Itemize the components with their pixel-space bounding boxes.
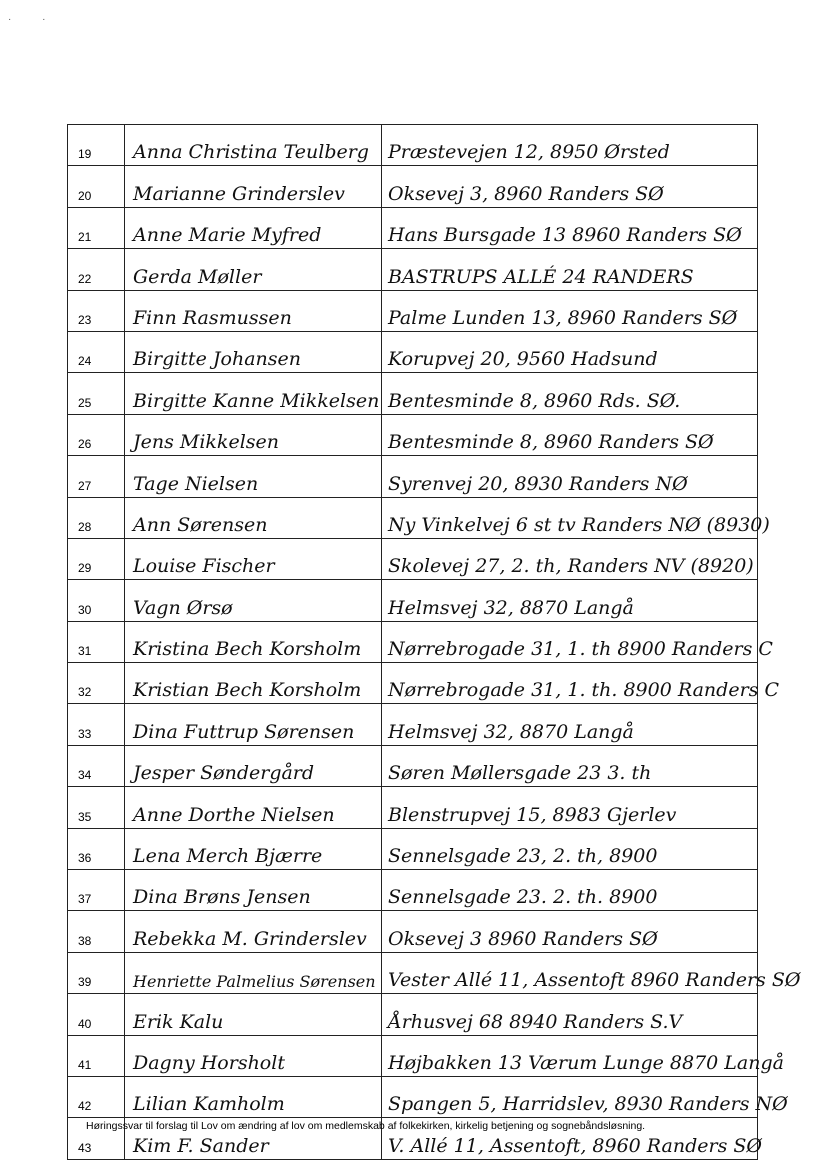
handwritten-address: Helmsvej 32, 8870 Langå	[388, 720, 634, 743]
row-number: 43	[68, 1118, 125, 1159]
table-row	[68, 745, 758, 786]
signature-address-cell	[382, 911, 758, 952]
handwritten-name: Kim F. Sander	[133, 1134, 269, 1157]
signature-name-cell	[125, 373, 382, 414]
scan-marks: · ·	[8, 14, 60, 25]
row-number: 23	[68, 290, 125, 331]
handwritten-name: Kristina Bech Korsholm	[133, 638, 362, 661]
signature-name-cell	[125, 207, 382, 248]
handwritten-name: Birgitte Johansen	[133, 348, 302, 371]
table-row	[68, 456, 758, 497]
row-number: 22	[68, 249, 125, 290]
row-number: 20	[68, 166, 125, 207]
page-footer: Høringssvar til forslag til Lov om ændring af lov om medlemskab af folkekirken, kirkelig betjening og sognebåndsløsning.	[86, 1120, 646, 1132]
handwritten-name: Tage Nielsen	[133, 472, 259, 495]
signature-address-cell	[382, 704, 758, 745]
handwritten-address: Sennelsgade 23. 2. th. 8900	[388, 886, 658, 909]
signature-name-cell	[125, 828, 382, 869]
handwritten-name: Dagny Horsholt	[133, 1051, 285, 1074]
signature-address-cell	[382, 538, 758, 579]
table-row	[68, 538, 758, 579]
signature-name-cell	[125, 870, 382, 911]
table-row	[68, 290, 758, 331]
handwritten-name: Jesper Søndergård	[133, 762, 315, 785]
row-number: 41	[68, 1035, 125, 1076]
signature-address-cell	[382, 125, 758, 166]
row-number: 36	[68, 828, 125, 869]
handwritten-address: BASTRUPS ALLÉ 24 RANDERS	[388, 265, 694, 288]
handwritten-name: Lena Merch Bjærre	[133, 845, 323, 868]
handwritten-address: Korupvej 20, 9560 Hadsund	[388, 348, 658, 371]
row-number: 28	[68, 497, 125, 538]
signature-address-cell	[382, 166, 758, 207]
handwritten-address: Hans Bursgade 13 8960 Randers SØ	[388, 224, 742, 247]
table-row	[68, 911, 758, 952]
signature-address-cell	[382, 1076, 788, 1117]
handwritten-name: Louise Fischer	[133, 555, 275, 578]
signature-name-cell	[125, 166, 382, 207]
handwritten-name: Erik Kalu	[133, 1010, 224, 1033]
row-number: 38	[68, 911, 125, 952]
row-number: 21	[68, 207, 125, 248]
handwritten-address: Vester Allé 11, Assentoft 8960 Randers SØ	[388, 969, 801, 992]
handwritten-name: Marianne Grinderslev	[133, 182, 345, 205]
row-number: 30	[68, 580, 125, 621]
signature-name-cell	[125, 952, 382, 993]
handwritten-name: Finn Rasmussen	[133, 306, 292, 329]
table-row	[68, 207, 758, 248]
signature-name-cell	[125, 414, 382, 455]
handwritten-name: Rebekka M. Grinderslev	[133, 927, 367, 950]
signature-address-cell	[382, 663, 779, 704]
signature-name-cell	[125, 787, 382, 828]
signature-address-cell	[382, 1035, 784, 1076]
signature-address-cell	[382, 207, 758, 248]
signature-address-cell	[382, 994, 758, 1035]
table-row	[68, 828, 758, 869]
handwritten-name: Gerda Møller	[133, 265, 262, 288]
row-number: 33	[68, 704, 125, 745]
handwritten-name: Vagn Ørsø	[133, 596, 233, 619]
handwritten-name: Dina Futtrup Sørensen	[133, 720, 355, 743]
row-number: 24	[68, 331, 125, 372]
table-row	[68, 663, 758, 704]
signature-address-cell	[382, 373, 758, 414]
handwritten-address: Præstevejen 12, 8950 Ørsted	[388, 141, 670, 164]
handwritten-name: Anna Christina Teulberg	[133, 141, 369, 164]
handwritten-name: Birgitte Kanne Mikkelsen	[133, 389, 380, 412]
table-row	[68, 994, 758, 1035]
handwritten-address: Spangen 5, Harridslev, 8930 Randers NØ	[388, 1093, 788, 1116]
table-row	[68, 704, 758, 745]
signature-name-cell	[125, 1076, 382, 1117]
handwritten-address: Syrenvej 20, 8930 Randers NØ	[388, 472, 688, 495]
signature-name-cell	[125, 704, 382, 745]
signature-name-cell	[125, 249, 382, 290]
handwritten-name: Anne Dorthe Nielsen	[133, 803, 335, 826]
table-row	[68, 331, 758, 372]
handwritten-name: Jens Mikkelsen	[133, 431, 279, 454]
handwritten-address: Sennelsgade 23, 2. th, 8900	[388, 845, 658, 868]
table-row	[68, 125, 758, 166]
signature-name-cell	[125, 580, 382, 621]
signature-name-cell	[125, 911, 382, 952]
table-row	[68, 787, 758, 828]
table-row	[68, 373, 758, 414]
signature-name-cell	[125, 621, 382, 662]
handwritten-address: Oksevej 3, 8960 Randers SØ	[388, 182, 664, 205]
handwritten-address: Helmsvej 32, 8870 Langå	[388, 596, 634, 619]
row-number: 42	[68, 1076, 125, 1117]
row-number: 29	[68, 538, 125, 579]
row-number: 40	[68, 994, 125, 1035]
signature-address-cell	[382, 787, 758, 828]
handwritten-address: Søren Møllersgade 23 3. th	[388, 762, 652, 785]
handwritten-name: Kristian Bech Korsholm	[133, 679, 362, 702]
row-number: 35	[68, 787, 125, 828]
table-row	[68, 1035, 758, 1076]
row-number: 39	[68, 952, 125, 993]
handwritten-name: Lilian Kamholm	[133, 1093, 285, 1116]
handwritten-address: Palme Lunden 13, 8960 Randers SØ	[388, 306, 738, 329]
signature-address-cell	[382, 290, 758, 331]
signature-name-cell	[125, 745, 382, 786]
table-row	[68, 952, 758, 993]
signature-name-cell	[125, 663, 382, 704]
table-row	[68, 621, 758, 662]
signature-address-cell	[382, 828, 758, 869]
signature-address-cell	[382, 621, 773, 662]
table-row	[68, 166, 758, 207]
signature-name-cell	[125, 497, 382, 538]
handwritten-name: Ann Sørensen	[133, 513, 268, 536]
signature-address-cell	[382, 331, 758, 372]
handwritten-address: Skolevej 27, 2. th, Randers NV (8920)	[388, 555, 754, 578]
table-row	[68, 414, 758, 455]
handwritten-address: Århusvej 68 8940 Randers S.V	[388, 1010, 683, 1033]
handwritten-address: Oksevej 3 8960 Randers SØ	[388, 927, 658, 950]
table-row	[68, 497, 758, 538]
table-row	[68, 580, 758, 621]
table-row	[68, 1076, 758, 1117]
handwritten-name: Dina Brøns Jensen	[133, 886, 311, 909]
handwritten-address: Nørrebrogade 31, 1. th 8900 Randers C	[388, 638, 773, 661]
row-number: 32	[68, 663, 125, 704]
signature-address-cell	[382, 249, 758, 290]
row-number: 34	[68, 745, 125, 786]
row-number: 27	[68, 456, 125, 497]
signature-address-cell	[382, 580, 758, 621]
signature-address-cell	[382, 497, 770, 538]
signature-name-cell	[125, 125, 382, 166]
signature-name-cell	[125, 1035, 382, 1076]
row-number: 25	[68, 373, 125, 414]
signature-address-cell	[382, 745, 758, 786]
row-number: 19	[68, 125, 125, 166]
signature-name-cell	[125, 456, 382, 497]
handwritten-name: Henriette Palmelius Sørensen	[133, 972, 376, 992]
signature-address-cell	[382, 414, 758, 455]
signature-address-cell	[382, 952, 801, 993]
handwritten-address: Bentesminde 8, 8960 Randers SØ	[388, 431, 714, 454]
signature-address-cell	[382, 456, 758, 497]
row-number: 26	[68, 414, 125, 455]
table-row	[68, 249, 758, 290]
handwritten-address: Højbakken 13 Værum Lunge 8870 Langå	[388, 1051, 784, 1074]
table-row	[68, 870, 758, 911]
handwritten-address: Blenstrupvej 15, 8983 Gjerlev	[388, 803, 677, 826]
handwritten-address: Nørrebrogade 31, 1. th. 8900 Randers C	[388, 679, 779, 702]
signature-table	[67, 124, 801, 1160]
handwritten-address: V. Allé 11, Assentoft, 8960 Randers SØ	[388, 1134, 762, 1157]
signature-name-cell	[125, 290, 382, 331]
signature-address-cell	[382, 870, 758, 911]
handwritten-name: Anne Marie Myfred	[133, 224, 322, 247]
row-number: 37	[68, 870, 125, 911]
signature-name-cell	[125, 331, 382, 372]
handwritten-address: Bentesminde 8, 8960 Rds. SØ.	[388, 389, 681, 412]
signature-name-cell	[125, 994, 382, 1035]
signature-name-cell	[125, 538, 382, 579]
row-number: 31	[68, 621, 125, 662]
handwritten-address: Ny Vinkelvej 6 st tv Randers NØ (8930)	[388, 513, 770, 536]
